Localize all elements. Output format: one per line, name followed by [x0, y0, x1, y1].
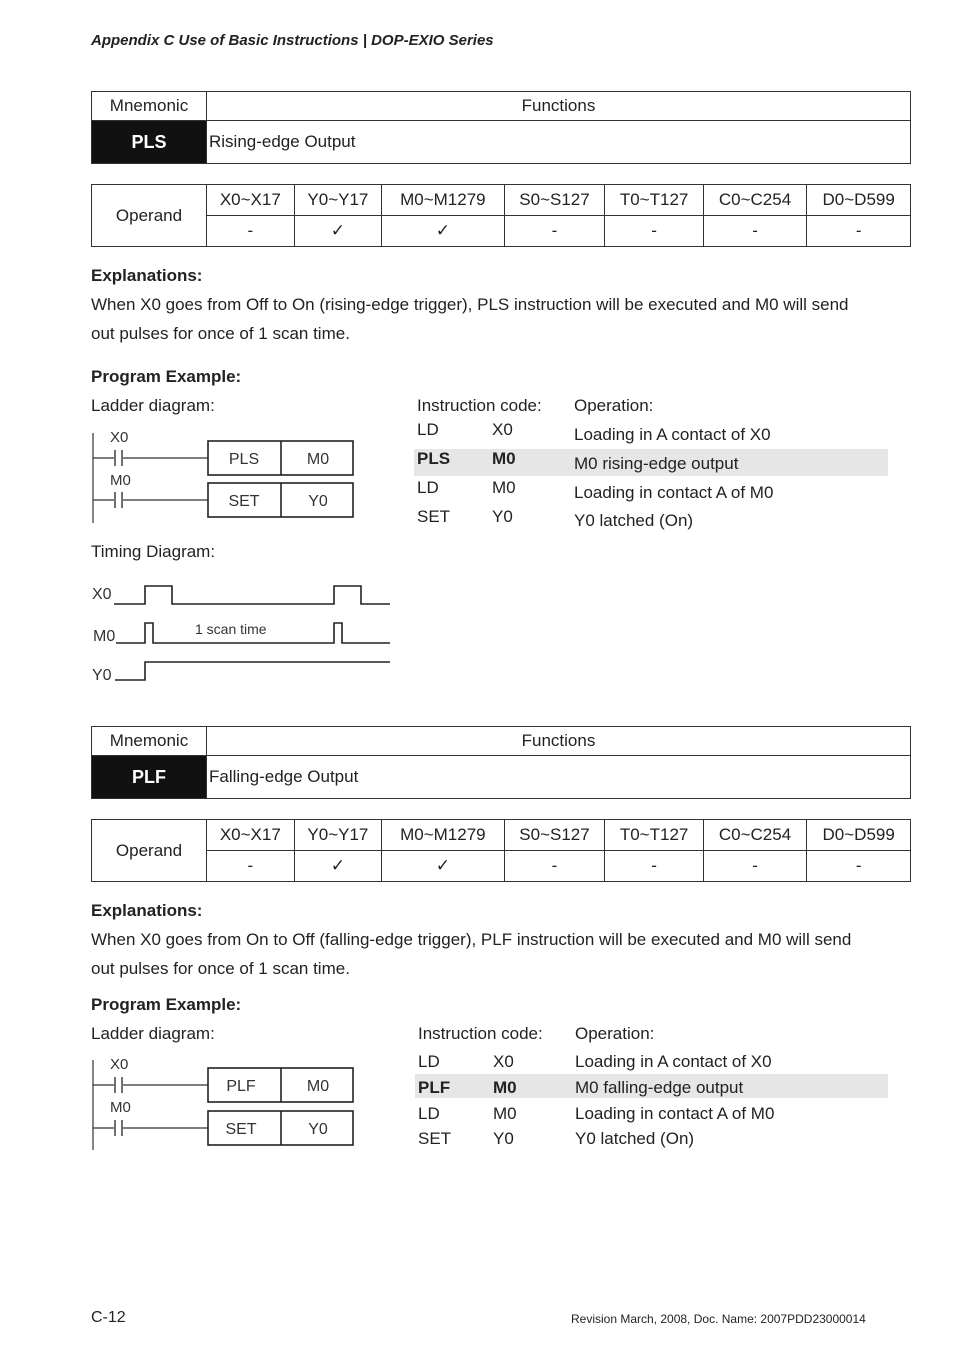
pls-operand-table — [91, 184, 911, 247]
timing-signal-label: X0 — [92, 586, 112, 603]
pls-ladder-label: Ladder diagram: — [91, 396, 215, 415]
page-number: C-12 — [91, 1309, 126, 1326]
operand-value: - — [605, 851, 703, 882]
instr-arg: M0 — [492, 478, 516, 497]
operand-label: Operand — [92, 185, 207, 247]
operand-value: - — [207, 851, 295, 882]
instr-arg: Y0 — [493, 1129, 514, 1148]
ladder-contact-label: M0 — [110, 1099, 131, 1116]
instr-desc: Loading in contact A of M0 — [575, 1104, 775, 1123]
mnemonic-header: Mnemonic — [92, 727, 207, 756]
operand-range: S0~S127 — [504, 820, 605, 851]
instr-op: SET — [417, 507, 451, 526]
instr-desc: Loading in A contact of X0 — [574, 425, 771, 444]
ladder-box-arg: M0 — [306, 1078, 330, 1095]
operation-header: Operation: — [574, 396, 654, 415]
operand-range: S0~S127 — [504, 185, 605, 216]
running-header — [91, 32, 494, 49]
functions-header: Functions — [207, 727, 911, 756]
x0-waveform — [114, 586, 390, 604]
timing-diagram — [88, 578, 398, 688]
operand-range: Y0~Y17 — [294, 185, 382, 216]
operand-range: D0~D599 — [807, 820, 911, 851]
instr-op: LD — [418, 1052, 440, 1071]
plf-program-example-heading: Program Example: — [91, 995, 242, 1014]
operand-value: - — [504, 216, 605, 247]
scan-time-annotation: 1 scan time — [195, 621, 267, 637]
operand-value: - — [703, 216, 807, 247]
instr-op: PLF — [418, 1078, 451, 1097]
pls-function: Rising-edge Output — [207, 121, 911, 164]
ladder-contact-label: X0 — [110, 1056, 129, 1073]
operand-value: - — [504, 851, 605, 882]
timing-signal-label: M0 — [93, 628, 116, 645]
instr-arg: M0 — [493, 1078, 517, 1097]
instr-desc: Loading in contact A of M0 — [574, 483, 774, 502]
instr-desc: Loading in A contact of X0 — [575, 1052, 772, 1071]
instr-arg: M0 — [493, 1104, 517, 1123]
plf-explanation — [91, 925, 911, 983]
functions-header: Functions — [207, 92, 911, 121]
plf-mnemonic-table — [91, 726, 911, 799]
ladder-box-op: SET — [225, 1121, 257, 1138]
instr-arg: X0 — [493, 1052, 514, 1071]
ladder-box-op: PLF — [226, 1078, 256, 1095]
operand-range: M0~M1279 — [382, 820, 504, 851]
operation-header: Operation: — [575, 1024, 655, 1043]
header-title: Appendix C Use of Basic Instructions — [91, 32, 359, 49]
operand-range: X0~X17 — [207, 820, 295, 851]
instruction-code-header: Instruction code: — [417, 396, 542, 415]
plf-ladder-diagram — [88, 1052, 360, 1152]
operand-value: - — [605, 216, 703, 247]
header-series: DOP-EXIO Series — [371, 32, 494, 49]
operand-range: D0~D599 — [807, 185, 911, 216]
instr-op: LD — [418, 1104, 440, 1123]
pls-explanation — [91, 290, 911, 348]
instr-op: LD — [417, 420, 439, 439]
operand-value: ✓ — [294, 851, 382, 882]
operand-range: T0~T127 — [605, 185, 703, 216]
pls-explanations-heading: Explanations: — [91, 266, 203, 285]
operand-range: X0~X17 — [207, 185, 295, 216]
revision-note: Revision March, 2008, Doc. Name: 2007PDD23000014 — [571, 1312, 866, 1326]
timing-signal-label: Y0 — [92, 667, 112, 684]
operand-range: M0~M1279 — [382, 185, 504, 216]
pls-ladder-diagram — [88, 425, 360, 525]
ladder-box-arg: Y0 — [308, 1121, 328, 1138]
operand-value: - — [807, 851, 911, 882]
plf-explanations-heading: Explanations: — [91, 901, 203, 920]
plf-operand-table — [91, 819, 911, 882]
ladder-box-op: SET — [228, 493, 260, 510]
instr-op: LD — [417, 478, 439, 497]
operand-range: Y0~Y17 — [294, 820, 382, 851]
instruction-code-header: Instruction code: — [418, 1024, 543, 1043]
instr-arg: X0 — [492, 420, 513, 439]
ladder-contact-label: X0 — [110, 429, 129, 446]
operand-range: C0~C254 — [703, 185, 807, 216]
pls-program-example-heading: Program Example: — [91, 367, 242, 386]
operand-range: C0~C254 — [703, 820, 807, 851]
operand-value: - — [207, 216, 295, 247]
instr-op: PLS — [417, 449, 451, 468]
ladder-box-arg: Y0 — [308, 493, 328, 510]
pls-mnemonic-table — [91, 91, 911, 164]
instr-arg: M0 — [492, 449, 516, 468]
plf-mnemonic: PLF — [92, 756, 207, 799]
timing-diagram-label: Timing Diagram: — [91, 542, 216, 561]
plf-function: Falling-edge Output — [207, 756, 911, 799]
pls-mnemonic: PLS — [92, 121, 207, 164]
pls-explanation-line: out pulses for once of 1 scan time. — [91, 324, 350, 343]
instr-desc: Y0 latched (On) — [575, 1129, 695, 1148]
operand-value: - — [703, 851, 807, 882]
instr-desc: Y0 latched (On) — [574, 511, 694, 530]
header-separator: | — [362, 32, 367, 49]
operand-value: ✓ — [382, 851, 504, 882]
pls-explanation-line: When X0 goes from Off to On (rising-edge trigger), PLS instruction will be executed and M0 will send — [91, 295, 849, 314]
operand-value: ✓ — [382, 216, 504, 247]
operand-value: ✓ — [294, 216, 382, 247]
operand-value: - — [807, 216, 911, 247]
operand-label: Operand — [92, 820, 207, 882]
ladder-contact-label: M0 — [110, 472, 131, 489]
instr-desc: M0 falling-edge output — [575, 1078, 744, 1097]
instr-arg: Y0 — [492, 507, 513, 526]
y0-waveform — [115, 662, 390, 680]
plf-ladder-label: Ladder diagram: — [91, 1024, 215, 1043]
operand-range: T0~T127 — [605, 820, 703, 851]
plf-explanation-line: When X0 goes from On to Off (falling-edge trigger), PLF instruction will be executed and M0 will send — [91, 930, 852, 949]
mnemonic-header: Mnemonic — [92, 92, 207, 121]
ladder-box-op: PLS — [228, 451, 260, 468]
instr-desc: M0 rising-edge output — [574, 454, 739, 473]
plf-explanation-line: out pulses for once of 1 scan time. — [91, 959, 350, 978]
instr-op: SET — [418, 1129, 452, 1148]
ladder-box-arg: M0 — [306, 451, 330, 468]
